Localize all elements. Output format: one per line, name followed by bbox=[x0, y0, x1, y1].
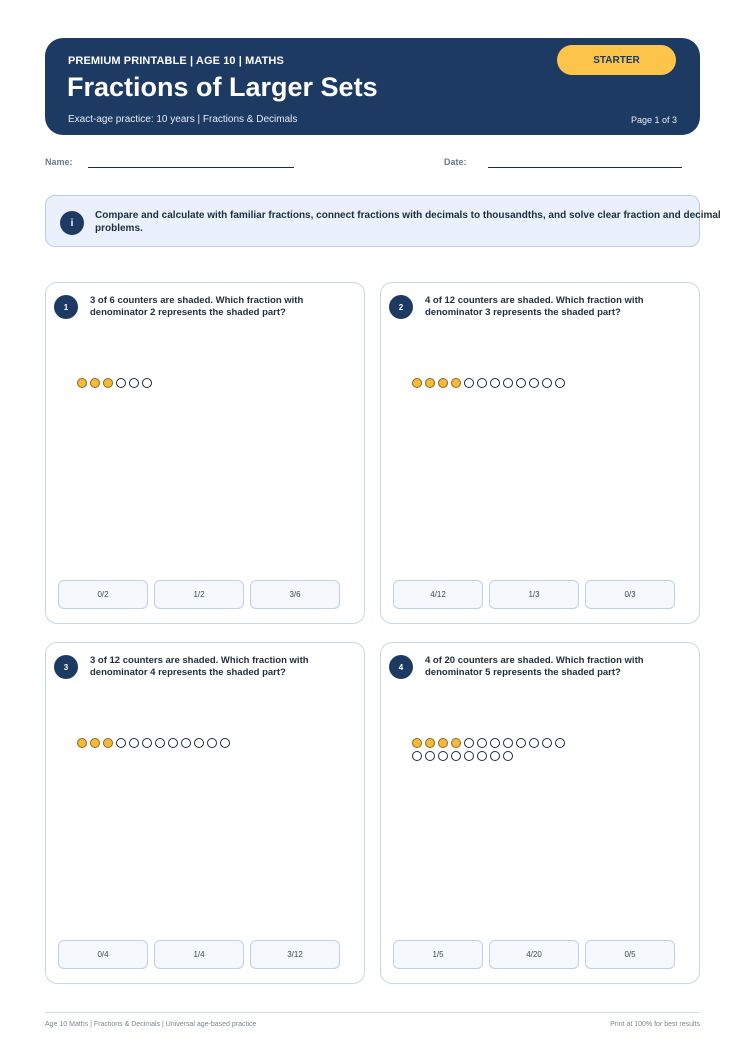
question-text: 3 of 12 counters are shaded. Which fraction with denominator 4 represents the shaded part? bbox=[90, 655, 309, 678]
name-field[interactable] bbox=[88, 167, 294, 168]
answer-option[interactable]: 0/2 bbox=[58, 580, 148, 609]
unshaded-counter bbox=[194, 738, 204, 748]
answer-option[interactable]: 1/3 bbox=[489, 580, 579, 609]
answer-option[interactable]: 0/4 bbox=[58, 940, 148, 969]
question-text: 3 of 6 counters are shaded. Which fraction with denominator 2 represents the shaded part? bbox=[90, 295, 304, 318]
shaded-counter bbox=[77, 738, 87, 748]
header-eyebrow: PREMIUM PRINTABLE | AGE 10 | MATHS bbox=[68, 55, 284, 67]
info-icon: i bbox=[60, 211, 84, 235]
question-card bbox=[380, 642, 700, 984]
shaded-counter bbox=[90, 378, 100, 388]
counter-set bbox=[412, 738, 572, 764]
unshaded-counter bbox=[490, 738, 500, 748]
unshaded-counter bbox=[555, 738, 565, 748]
instructions-box bbox=[45, 195, 721, 247]
unshaded-counter bbox=[477, 751, 487, 761]
shaded-counter bbox=[90, 738, 100, 748]
unshaded-counter bbox=[116, 738, 126, 748]
question-number: 1 bbox=[54, 295, 78, 319]
unshaded-counter bbox=[168, 738, 178, 748]
page-indicator: Page 1 of 3 bbox=[630, 115, 677, 125]
shaded-counter bbox=[103, 378, 113, 388]
footer-right-text: Print at 100% for best results bbox=[610, 1021, 700, 1028]
answer-options bbox=[58, 940, 346, 969]
unshaded-counter bbox=[516, 378, 526, 388]
answer-option[interactable]: 4/12 bbox=[393, 580, 483, 609]
instructions-text: Compare and calculate with familiar fractions, connect fractions with decimals to thousandths, and solve clear fraction and decimal problems. bbox=[95, 210, 721, 234]
footer-left-text: Age 10 Maths | Fractions & Decimals | Universal age-based practice bbox=[45, 1021, 257, 1028]
unshaded-counter bbox=[129, 738, 139, 748]
unshaded-counter bbox=[142, 738, 152, 748]
unshaded-counter bbox=[490, 378, 500, 388]
shaded-counter bbox=[425, 738, 435, 748]
answer-option[interactable]: 0/5 bbox=[585, 940, 675, 969]
name-label: Name: bbox=[45, 157, 73, 167]
answer-option[interactable]: 0/3 bbox=[585, 580, 675, 609]
unshaded-counter bbox=[438, 751, 448, 761]
unshaded-counter bbox=[503, 738, 513, 748]
question-card bbox=[45, 282, 365, 624]
counter-set bbox=[412, 378, 572, 391]
unshaded-counter bbox=[220, 738, 230, 748]
unshaded-counter bbox=[555, 378, 565, 388]
question-text: 4 of 20 counters are shaded. Which fraction with denominator 5 represents the shaded part? bbox=[425, 655, 644, 678]
question-number: 2 bbox=[389, 295, 413, 319]
shaded-counter bbox=[103, 738, 113, 748]
unshaded-counter bbox=[425, 751, 435, 761]
unshaded-counter bbox=[155, 738, 165, 748]
level-badge: STARTER bbox=[557, 45, 676, 75]
unshaded-counter bbox=[464, 378, 474, 388]
counter-set bbox=[77, 378, 237, 391]
worksheet-header bbox=[45, 38, 700, 135]
answer-option[interactable]: 1/4 bbox=[154, 940, 244, 969]
date-field[interactable] bbox=[488, 167, 682, 168]
shaded-counter bbox=[438, 738, 448, 748]
counter-set bbox=[77, 738, 237, 751]
unshaded-counter bbox=[142, 378, 152, 388]
shaded-counter bbox=[425, 378, 435, 388]
shaded-counter bbox=[77, 378, 87, 388]
unshaded-counter bbox=[116, 378, 126, 388]
unshaded-counter bbox=[412, 751, 422, 761]
unshaded-counter bbox=[490, 751, 500, 761]
unshaded-counter bbox=[542, 738, 552, 748]
question-number: 3 bbox=[54, 655, 78, 679]
unshaded-counter bbox=[503, 751, 513, 761]
header-subtitle: Exact-age practice: 10 years | Fractions & Decimals bbox=[68, 114, 298, 125]
answer-option[interactable]: 4/20 bbox=[489, 940, 579, 969]
date-label: Date: bbox=[444, 157, 467, 167]
answer-option[interactable]: 3/6 bbox=[250, 580, 340, 609]
question-card bbox=[45, 642, 365, 984]
unshaded-counter bbox=[451, 751, 461, 761]
unshaded-counter bbox=[542, 378, 552, 388]
answer-option[interactable]: 1/2 bbox=[154, 580, 244, 609]
answer-option[interactable]: 3/12 bbox=[250, 940, 340, 969]
unshaded-counter bbox=[129, 378, 139, 388]
shaded-counter bbox=[451, 378, 461, 388]
unshaded-counter bbox=[516, 738, 526, 748]
shaded-counter bbox=[451, 738, 461, 748]
question-text: 4 of 12 counters are shaded. Which fraction with denominator 3 represents the shaded part? bbox=[425, 295, 644, 318]
unshaded-counter bbox=[477, 378, 487, 388]
shaded-counter bbox=[412, 378, 422, 388]
unshaded-counter bbox=[464, 738, 474, 748]
footer-divider bbox=[45, 1012, 700, 1013]
shaded-counter bbox=[438, 378, 448, 388]
unshaded-counter bbox=[529, 738, 539, 748]
answer-options bbox=[58, 580, 346, 609]
unshaded-counter bbox=[529, 378, 539, 388]
question-card bbox=[380, 282, 700, 624]
question-number: 4 bbox=[389, 655, 413, 679]
unshaded-counter bbox=[464, 751, 474, 761]
unshaded-counter bbox=[181, 738, 191, 748]
answer-option[interactable]: 1/5 bbox=[393, 940, 483, 969]
unshaded-counter bbox=[503, 378, 513, 388]
unshaded-counter bbox=[207, 738, 217, 748]
answer-options bbox=[393, 940, 681, 969]
unshaded-counter bbox=[477, 738, 487, 748]
page-title: Fractions of Larger Sets bbox=[67, 72, 378, 102]
shaded-counter bbox=[412, 738, 422, 748]
answer-options bbox=[393, 580, 681, 609]
